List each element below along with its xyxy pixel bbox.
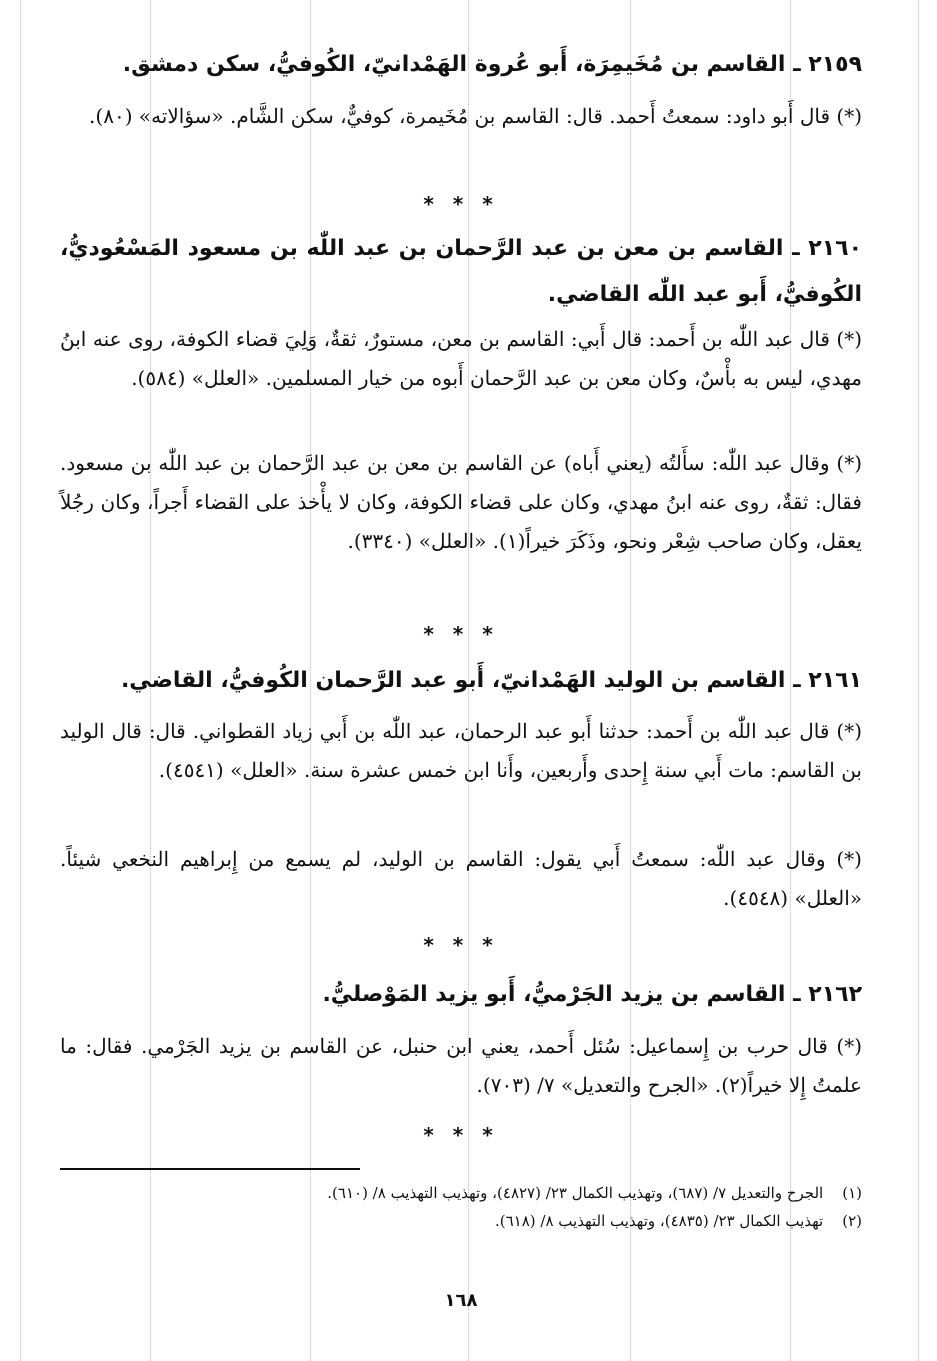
- section-separator: * * *: [423, 1123, 499, 1147]
- entry-heading: ٢١٦٢ ـ القاسم بن يزيد الجَرْميُّ، أَبو يزيد المَوْصليُّ.: [322, 982, 862, 1007]
- entry-heading: ٢١٦٠ ـ القاسم بن معن بن عبد الرَّحمان بن عبد اللّٰه بن مسعود المَسْعُوديُّ، الكُوفيُّ، أَبو عبد اللّٰه القاضي.: [60, 236, 862, 307]
- margin-guide: [918, 0, 919, 1361]
- entry-paragraph: (*) قال حرب بن إِسماعيل: سُئل أَحمد، يعني ابن حنبل، عن القاسم بن يزيد الجَرْمي. فقال: ما علمتُ إِلا خيراً(٢). «الجرح والتعديل» ٧/ (٧٠٣).: [60, 1034, 862, 1097]
- entry-paragraph: (*) قال أَبو داود: سمعتُ أَحمد. قال: القاسم بن مُخَيمرة، كوفيٌّ، سكن الشَّام. «سؤالاته» (٨٠).: [89, 104, 862, 128]
- footnote-text: الجرح والتعديل ٧/ (٦٨٧)، وتهذيب الكمال ٢٣/ (٤٨٢٧)، وتهذيب التهذيب ٨/ (٦١٠).: [327, 1184, 824, 1202]
- page-number: ١٦٨: [444, 1290, 478, 1311]
- section-separator: * * *: [423, 622, 499, 646]
- footnote-mark: (٢): [842, 1212, 862, 1230]
- entry-heading: ٢١٦١ ـ القاسم بن الوليد الهَمْدانيّ، أَبو عبد الرَّحمان الكُوفيُّ، القاضي.: [120, 668, 862, 693]
- footnote-text: تهذيب الكمال ٢٣/ (٤٨٣٥)، وتهذيب التهذيب ٨/ (٦١٨).: [494, 1212, 824, 1230]
- entry-paragraph: (*) وقال عبد اللّٰه: سأَلتُه (يعني أَباه) عن القاسم بن معن بن عبد الرَّحمان بن عبد اللّٰه بن مسعود. فقال: ثقةٌ، روى عنه ابنُ مهدي، وكان على قضاء الكوفة، وكان لا يأْخذ على القضاء أَجراً، وكان رجُلاً يعقل، وكان صاحب شِعْر ونحو، وذَكَرَ خيراً(١). «العلل» (٣٣٤٠).: [60, 451, 862, 553]
- footnote: [60, 1180, 862, 1206]
- entry-paragraph: (*) وقال عبد اللّٰه: سمعتُ أَبي يقول: القاسم بن الوليد، لم يسمع من إِبراهيم النخعي شيئاً. «العلل» (٤٥٤٨).: [60, 847, 862, 910]
- section-separator: * * *: [423, 192, 499, 216]
- section-separator: * * *: [423, 933, 499, 957]
- entry-heading: ٢١٥٩ ـ القاسم بن مُخَيمِرَة، أَبو عُروة الهَمْدانيّ، الكُوفيُّ، سكن دمشق.: [122, 52, 862, 77]
- margin-guide: [20, 0, 21, 1361]
- footnote: [60, 1208, 862, 1234]
- entry-paragraph: (*) قال عبد اللّٰه بن أَحمد: حدثنا أَبو عبد الرحمان، عبد اللّٰه بن أَبي زياد القطواني. قال: قال الوليد بن القاسم: مات أَبي سنة إِحدى وأَربعين، وأَنا ابن خمس عشرة سنة. «العلل» (٤٥٤١).: [60, 719, 862, 782]
- footnote-rule: [60, 1168, 360, 1170]
- footnote-mark: (١): [842, 1184, 862, 1202]
- book-page: [60, 0, 862, 1361]
- entry-paragraph: (*) قال عبد اللّٰه بن أَحمد: قال أَبي: القاسم بن معن، مستورٌ، ثقةٌ، وَلِيَ قضاء الكوفة، روى عنه ابنُ مهدي، ليس به بأْسٌ، وكان معن بن عبد الرَّحمان أَبوه من خيار المسلمين. «العلل» (٥٨٤).: [60, 327, 862, 390]
